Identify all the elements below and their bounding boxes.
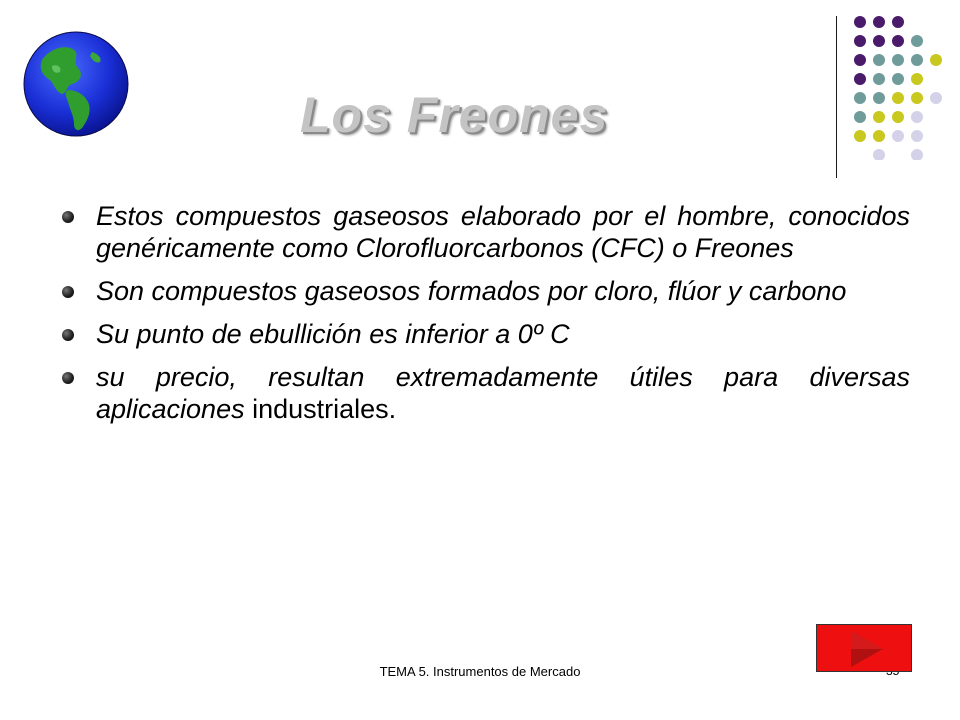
- slide-footer: TEMA 5. Instrumentos de Mercado: [379, 664, 581, 679]
- bullet-text-normal: industriales.: [244, 394, 397, 424]
- bullet-item: [62, 275, 910, 307]
- bullet-text: Su punto de ebullición es inferior a 0º C: [96, 319, 570, 349]
- decorative-dot-grid: [846, 10, 956, 160]
- divider-line: [836, 16, 837, 178]
- bullet-item: [62, 361, 910, 425]
- bullet-dot-icon: [62, 372, 74, 384]
- bullet-list: [62, 200, 910, 436]
- bullet-dot-icon: [62, 286, 74, 298]
- next-slide-button[interactable]: [816, 624, 912, 672]
- globe-icon: [22, 30, 130, 138]
- bullet-text: su precio, resultan extremadamente útiles para diversas aplicaciones: [96, 362, 910, 424]
- slide-title: Los Freones: [300, 87, 609, 143]
- bullet-dot-icon: [62, 211, 74, 223]
- bullet-text: Estos compuestos gaseosos elaborado por el hombre, conocidos genéricamente como Clorofluorcarbonos (CFC) o Freones: [96, 201, 910, 263]
- bullet-dot-icon: [62, 329, 74, 341]
- bullet-text: Son compuestos gaseosos formados por cloro, flúor y carbono: [96, 276, 847, 306]
- bullet-item: [62, 318, 910, 350]
- bullet-item: [62, 200, 910, 264]
- play-arrow-icon: [817, 625, 913, 673]
